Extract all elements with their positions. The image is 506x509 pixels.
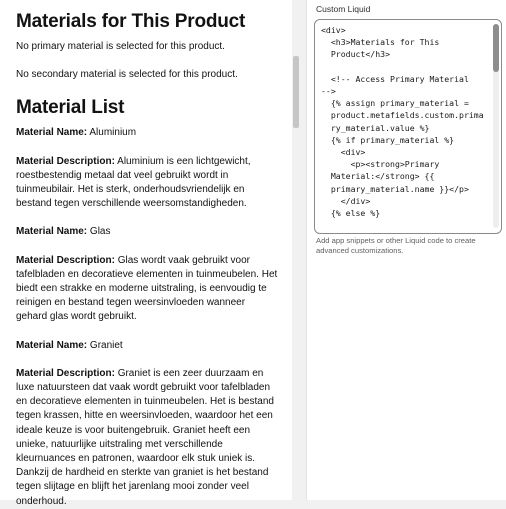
material-description: Material Description: Glas wordt vaak gebruikt voor tafelbladen en decoratieve elementen in tuinmeubelen. Het biedt een strakke en moderne uitstraling, is eenvoudig te reinigen en bestand tegen weersinvloeden wanneer gehard glas wordt gebruikt. <box>16 254 278 323</box>
no-secondary-text: No secondary material is selected for this product. <box>16 69 238 81</box>
custom-liquid-label: Custom Liquid <box>316 4 371 14</box>
editor-scrollbar-thumb[interactable] <box>493 24 499 72</box>
material-description: Material Description: Aluminium is een lichtgewicht, roestbestendig metaal dat veel gebruikt wordt in tuinmeubilair. Het is sterk, onderhoudsvriendelijk en bestand tegen verschillende weersomstandigheden. <box>16 155 251 210</box>
materials-heading: Materials for This Product <box>16 11 246 32</box>
custom-liquid-editor[interactable] <box>314 19 502 234</box>
liquid-code[interactable]: <div> <h3>Materials for This Product</h3> <!-- Access Primary Material --> {% assign primary_material = product.metafields.custom.prima ry_material.value %} {% if primary_material %} <div> <p><strong>Primary Material:</strong> {{ primary_material.name }}</p> </div> {% else %} <box>321 25 484 219</box>
settings-panel <box>306 0 506 500</box>
material-name: Material Name: Aluminium <box>16 127 137 139</box>
preview-scrollbar[interactable] <box>292 0 300 500</box>
no-primary-text: No primary material is selected for this product. <box>16 41 225 52</box>
material-list-heading: Material List <box>16 97 125 119</box>
preview-scrollbar-thumb[interactable] <box>293 56 299 128</box>
custom-liquid-help-text: Add app snippets or other Liquid code to create advanced customizations. <box>316 236 476 256</box>
material-description: Material Description: Graniet is een zeer duurzaam en luxe natuursteen dat vaak wordt gebruikt voor tafelbladen en decoratieve elementen in tuinmeubelen. Het is bestand tegen krassen, hitte en weersinvloeden, waardoor het een ideale keuze is voor buitengebruik. Graniet heeft een unieke, natuurlijke uitstraling met verschillende kleurnuances en patronen, waardoor elk stuk uniek is. Dankzij de hardheid en sterkte van graniet is het bestand tegen slijtage en blijft het jarenlang mooi zonder veel onderhoud. <box>16 367 274 507</box>
material-name: Material Name: Glas <box>16 226 111 238</box>
editor-scrollbar[interactable] <box>493 24 499 228</box>
material-name: Material Name: Graniet <box>16 339 123 351</box>
